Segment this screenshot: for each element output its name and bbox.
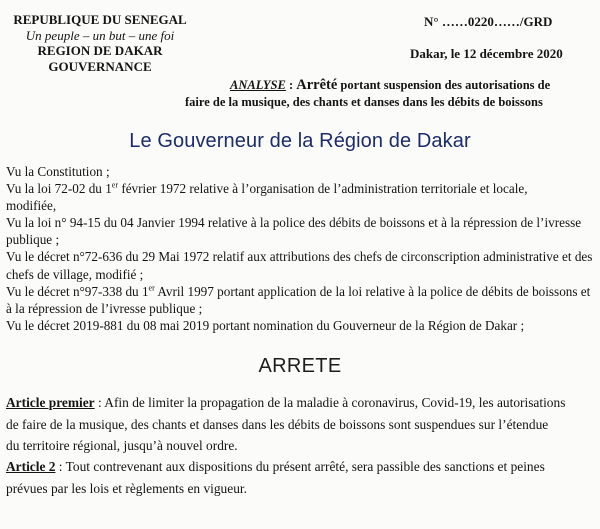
visa-law-72-02: Vu la loi 72-02 du 1er février 1972 relative à l’organisation de l’administration territoriale et locale,: [6, 180, 528, 197]
article-1: Article premier : Afin de limiter la propagation de la maladie à coronavirus, Covid-19, les autorisations de faire de la musique, des chants et danses dans les débits de boissons sont suspendues sur l’étendue du territoire régional, jusqu’à nouvel ordre.: [6, 395, 566, 453]
arrete-word: Arrêté: [296, 77, 338, 93]
office-line: GOUVERNANCE: [48, 58, 152, 74]
visa-law-72-02-cont: modifiée,: [6, 198, 57, 214]
document-date: Dakar, le 12 décembre 2020: [410, 46, 563, 61]
analyse-line-2: faire de la musique, des chants et danses dans les débits de boissons: [185, 95, 543, 109]
issuer-block: [0, 12, 200, 74]
region-line: REGION DE DAKAR: [37, 43, 163, 58]
visa-law-94-15-cont: publique ;: [6, 232, 60, 248]
analyse-line-1: ANALYSE : Arrêté portant suspension des autorisations de: [230, 77, 551, 93]
visa-decree-72-636: Vu le décret n°72-636 du 29 Mai 1972 relatif aux attributions des chefs de circonscription administrative et des: [6, 249, 593, 265]
visa-decree-2019-881: Vu le décret 2019-881 du 08 mai 2019 portant nomination du Gouverneur de la Région de Dakar ;: [6, 317, 525, 333]
article-2-title: Article 2: [6, 459, 56, 474]
decree-number: 0220: [467, 14, 494, 29]
visa-law-94-15: Vu la loi n° 94-15 du 04 Janvier 1994 relative à la police des débits de boissons et à la répression de l’ivresse: [6, 215, 582, 231]
republic-line: REPUBLIQUE DU SENEGAL: [13, 12, 187, 27]
visa-decree-97-338: Vu le décret n°97-338 du 1er Avril 1997 portant application de la loi relative à la police de débits de boissons et: [6, 283, 591, 299]
analyse-label: ANALYSE: [230, 78, 286, 92]
arrete-heading: ARRETE: [258, 355, 342, 377]
reference-number: N° ……0220……/GRD: [424, 14, 553, 29]
visa-decree-97-338-cont: à la répression de l’ivresse publique ;: [6, 300, 203, 316]
visa-constitution: Vu la Constitution ;: [6, 164, 110, 179]
visas-block: [6, 163, 592, 334]
article-1-title: Article premier: [6, 395, 95, 410]
authority-title: Le Gouverneur de la Région de Dakar: [129, 130, 471, 152]
visa-decree-72-636-cont: chefs de village, modifié ;: [6, 266, 144, 282]
article-2: Article 2 : Tout contrevenant aux dispositions du présent arrêté, sera passible des sanctions et peines prévues par les lois et règlements en vigueur.: [6, 459, 545, 496]
national-motto: Un peuple – un but – une foi: [25, 27, 175, 43]
